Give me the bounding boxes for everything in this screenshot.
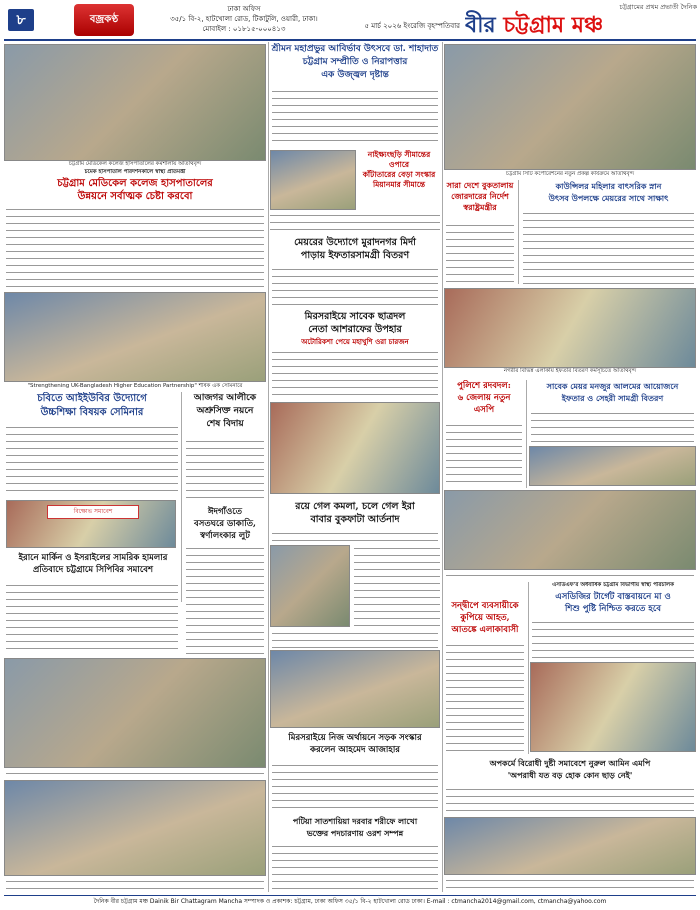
- article-photo: [270, 650, 440, 728]
- article-body: [446, 222, 514, 284]
- column-divider: [528, 582, 529, 754]
- article-body: [272, 349, 438, 399]
- article-photo: [4, 780, 266, 876]
- article-headline: চট্টগ্রাম মেডিকেল কলেজ হাসপাতালের উন্নয়নে সর্বাত্মক চেষ্টা করবো: [57, 178, 213, 202]
- office-label: ঢাকা অফিস: [227, 5, 261, 13]
- article-headline: কাউন্সিলর মহিলার বাৎসরিক স্নান উৎসব উপলক্ষে মেয়রের সাথে সাক্ষাৎ: [548, 181, 669, 203]
- article-photo: [444, 817, 696, 875]
- article-photo: [529, 446, 696, 486]
- article-headline: শ্রীমন মহাপ্রভুর আবির্ভাব উৎসবে ডা. শাহাদাত চট্টগ্রাম সম্প্রীতি ও নিরাপত্তার এক উজ্জ্বল দৃষ্টান্ত: [271, 44, 439, 80]
- article-headline: অপকর্মে বিরোধী দুষ্টী সমাবেশে নুরুল আমিন এমপি 'অপরাধী যত বড় হোক কোন ছাড় নেই': [489, 758, 651, 780]
- office-address: ৩৫/১ বি-২, হাটখোলা রোড, টিকাটুলি, ওয়ারী, ঢাকা।: [170, 15, 318, 23]
- photo-caption-lines: [6, 878, 264, 892]
- header-rule: [4, 39, 696, 41]
- article-body: [272, 630, 438, 648]
- article-photo: [444, 490, 696, 570]
- photo-caption: নগরীর বিভিন্ন এলাকায় ইফতার বিতরণ কর্মসূচিতে অতিথিবৃন্দ: [503, 368, 637, 374]
- photo-caption: চট্টগ্রাম সিটি কর্পোরেশনের নতুন প্রকল্প কার্যক্রমে অতিথিবৃন্দ: [506, 171, 634, 177]
- page-number: ৮: [8, 9, 34, 31]
- column-divider: [518, 180, 519, 284]
- masthead-tagline: চট্টগ্রামের প্রথম প্রভাতী দৈনিক: [619, 3, 697, 11]
- article-photo: [270, 150, 356, 210]
- issue-date: ৫ মার্চ ২০২৬ ইংরেজি বৃহস্পতিবার: [364, 22, 460, 30]
- banner-text: বিক্ষোভ সমাবেশ: [47, 505, 139, 519]
- article-headline: নাইক্ষ্যংছড়ি সীমান্তের ওপারে কাঁটাতারের বেড়া সংস্কার মিয়ানমার সীমান্তে: [362, 150, 436, 189]
- article-headline: আজগর আলীকে অশ্রুসিক্ত নয়নে শেষ বিদায়: [193, 393, 257, 429]
- article-body: [446, 422, 522, 486]
- office-mobile: মোবাইল : ০১৮১৫-০০০৪১৩: [202, 25, 286, 33]
- article-headline: মেয়রের উদ্যোগে মুরাদনগর মির্দা পাড়ায় ইফতারসামগ্রী বিতরণ: [294, 237, 416, 261]
- article-body: [6, 424, 178, 496]
- article-headline: মিরসরাইয়ে সাবেক ছাত্রদল নেতা আশরাফের উপহার: [304, 311, 406, 335]
- article-photo: [530, 662, 696, 752]
- article-photo: [270, 402, 440, 494]
- article-body: [272, 266, 438, 306]
- article-body: [186, 438, 264, 502]
- small-logo: বজ্রকণ্ঠ: [74, 4, 134, 36]
- article-body: [532, 619, 694, 659]
- article-body: [354, 545, 440, 627]
- article-photo: [444, 44, 696, 170]
- article-headline: সন্দ্বীপে ব্যবসায়ীকে কুপিয়ে আহত, আতঙ্কে এলাকাবাসী: [451, 601, 519, 635]
- article-subheadline: অটোরিকশা পেয়ে মহাখুশি ওরা চারজন: [301, 337, 409, 346]
- article-headline: চবিতে আইইউবির উদ্যোগে উচ্চশিক্ষা বিষয়ক সেমিনার: [37, 393, 147, 418]
- article-body: [6, 582, 178, 654]
- masthead: [465, 2, 697, 38]
- article-photo: [444, 288, 696, 368]
- photo-caption-lines: [446, 572, 694, 578]
- article-headline: পটিয়া সাতশায়িয়া দরবার শরীফে লাখো ভক্তের পদচারণায় ওরশ সম্পন্ন: [292, 816, 418, 838]
- photo-caption: চট্টগ্রাম মেডিকেল কলেজ হাসপাতালের কর্মশালায় অতিথিবৃন্দ: [68, 161, 202, 167]
- article-headline: সাবেক মেয়র মনজুর আলমের আয়োজনে ইফতার ও সেহরী সামগ্রী বিতরণ: [546, 381, 679, 403]
- header-left: [4, 3, 334, 37]
- article-body: [272, 843, 438, 891]
- article-headline: রয়ে গেল কমলা, চলে গেল ইরা বাবার বুকফাটা আর্তনাদ: [295, 501, 415, 525]
- article-headline: এসডিজির টার্গেট বাস্তবায়নে মা ও শিশু পুষ্টি নিশ্চিত করতে হবে: [555, 592, 671, 614]
- column-divider: [526, 380, 527, 488]
- photo-caption-lines: [6, 770, 264, 776]
- article-photo: [4, 292, 266, 382]
- article-photo: [270, 545, 350, 627]
- article-body: [6, 206, 264, 288]
- article-headline: মিরসরাইয়ে নিজ অর্থায়নে সড়ক সংস্কার করলেন আহমেদ আজাহার: [288, 733, 422, 755]
- masthead-prefix: বীর: [465, 12, 504, 38]
- article-body: [186, 545, 264, 655]
- article-headline: ইরানে মার্কিন ও ইসরাইলের সামরিক হামলার প্রতিবাদে চট্টগ্রামে সিপিবির সমাবেশ: [18, 553, 168, 575]
- photo-caption: "Strengthening UK-Bangladesh Higher Education Partnership" শীর্ষক এক সেমিনারে: [27, 383, 243, 389]
- article-body: [446, 642, 524, 754]
- article-photo: [6, 500, 176, 548]
- article-headline: ঈদগাঁওতে বসতঘরে ডাকাতি, স্বর্ণালংকার লুট: [194, 507, 256, 541]
- column-divider: [268, 42, 269, 892]
- article-headline: পুলিশে রদবদল: ৬ জেলায় নতুন এসপি: [457, 381, 511, 415]
- article-kicker: এসডিএফ'র অর্ধবার্ষিক চট্টগ্রাম বিভাগীয় স্বাস্থ্য পরিচালক: [552, 582, 674, 588]
- article-body: [272, 88, 438, 146]
- article-body: [272, 530, 438, 542]
- article-body: [523, 210, 694, 284]
- article-body: [531, 410, 694, 444]
- photo-caption-lines: [446, 877, 694, 891]
- article-body: [270, 212, 440, 234]
- article-body: [272, 762, 438, 812]
- column-divider: [442, 42, 443, 892]
- article-photo: [4, 658, 266, 768]
- masthead-name: চট্টগ্রাম মঞ্চ: [503, 12, 604, 38]
- page-footer: দৈনিক বীর চট্টগ্রাম মঞ্চ Dainik Bir Chattagram Mancha সম্পাদক ও প্রকাশক: চট্টগ্রাম, ঢাকা অফিস ৩৫/১ বি-২ হাটখোলা রোড ঢাকা। E-mail : ctmancha2014@gmail.com, ctmancha@yahoo.com: [4, 895, 696, 907]
- article-photo: [4, 44, 266, 161]
- masthead-title: [465, 8, 603, 38]
- article-body: [446, 786, 694, 814]
- article-headline: সারা দেশে বুকতালায় জোরদারের নির্দেশ স্বরাষ্ট্রমন্ত্রীর: [446, 180, 514, 212]
- office-info: [154, 4, 334, 34]
- article-kicker: চমেক হাসপাতাল পরিদর্শনকালে স্বাস্থ্য প্রতিমন্ত্রী: [84, 169, 186, 175]
